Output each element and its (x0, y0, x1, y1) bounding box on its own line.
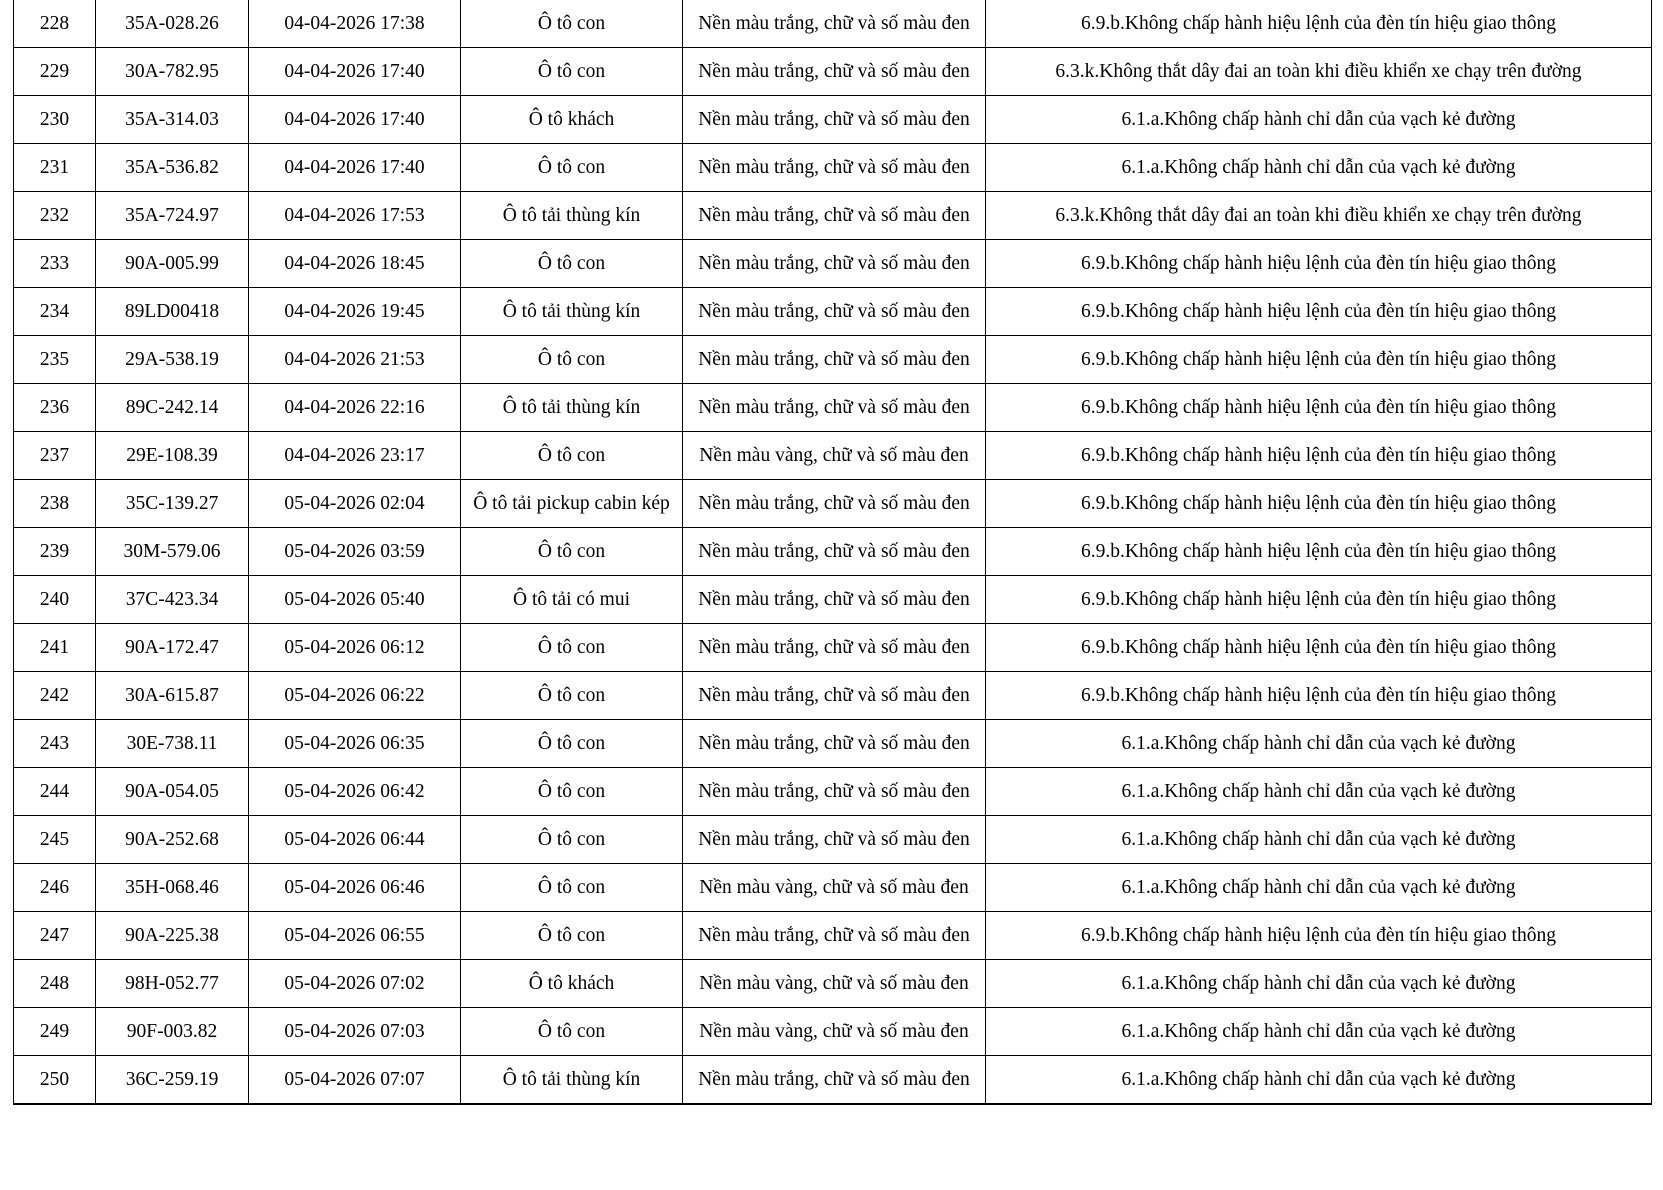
license-plate-cell: 29E-108.39 (96, 432, 249, 480)
license-plate-cell: 90A-054.05 (96, 768, 249, 816)
vehicle-type-cell: Ô tô khách (461, 96, 683, 144)
table-row (14, 288, 1652, 336)
table-row (14, 240, 1652, 288)
violation-time-cell: 05-04-2026 07:07 (249, 1056, 461, 1105)
vehicle-type-cell: Ô tô con (461, 864, 683, 912)
violation-time-cell: 04-04-2026 21:53 (249, 336, 461, 384)
plate-color-cell: Nền màu trắng, chữ và số màu đen (683, 288, 986, 336)
vehicle-type-cell: Ô tô khách (461, 960, 683, 1008)
row-number-cell: 237 (14, 432, 96, 480)
violation-time-cell: 04-04-2026 18:45 (249, 240, 461, 288)
row-number-cell: 249 (14, 1008, 96, 1056)
plate-color-cell: Nền màu trắng, chữ và số màu đen (683, 192, 986, 240)
vehicle-type-cell: Ô tô con (461, 720, 683, 768)
row-number-cell: 238 (14, 480, 96, 528)
license-plate-cell: 30M-579.06 (96, 528, 249, 576)
vehicle-type-cell: Ô tô con (461, 912, 683, 960)
plate-color-cell: Nền màu trắng, chữ và số màu đen (683, 144, 986, 192)
violation-description-cell: 6.9.b.Không chấp hành hiệu lệnh của đèn tín hiệu giao thông (986, 288, 1652, 336)
vehicle-type-cell: Ô tô tải thùng kín (461, 288, 683, 336)
license-plate-cell: 37C-423.34 (96, 576, 249, 624)
violation-time-cell: 04-04-2026 17:40 (249, 144, 461, 192)
violation-description-cell: 6.9.b.Không chấp hành hiệu lệnh của đèn tín hiệu giao thông (986, 336, 1652, 384)
row-number-cell: 228 (14, 0, 96, 48)
table-row (14, 624, 1652, 672)
license-plate-cell: 35A-028.26 (96, 0, 249, 48)
vehicle-type-cell: Ô tô con (461, 144, 683, 192)
table-row (14, 1008, 1652, 1056)
license-plate-cell: 35H-068.46 (96, 864, 249, 912)
violation-time-cell: 04-04-2026 23:17 (249, 432, 461, 480)
row-number-cell: 245 (14, 816, 96, 864)
license-plate-cell: 98H-052.77 (96, 960, 249, 1008)
row-number-cell: 247 (14, 912, 96, 960)
violation-description-cell: 6.1.a.Không chấp hành chỉ dẫn của vạch kẻ đường (986, 864, 1652, 912)
row-number-cell: 231 (14, 144, 96, 192)
plate-color-cell: Nền màu trắng, chữ và số màu đen (683, 672, 986, 720)
row-number-cell: 241 (14, 624, 96, 672)
table-row (14, 0, 1652, 48)
violation-time-cell: 04-04-2026 19:45 (249, 288, 461, 336)
table-row (14, 864, 1652, 912)
violation-time-cell: 05-04-2026 06:35 (249, 720, 461, 768)
violation-description-cell: 6.1.a.Không chấp hành chỉ dẫn của vạch kẻ đường (986, 816, 1652, 864)
license-plate-cell: 35C-139.27 (96, 480, 249, 528)
violation-description-cell: 6.9.b.Không chấp hành hiệu lệnh của đèn tín hiệu giao thông (986, 528, 1652, 576)
violation-description-cell: 6.3.k.Không thắt dây đai an toàn khi điều khiển xe chạy trên đường (986, 48, 1652, 96)
violation-time-cell: 05-04-2026 02:04 (249, 480, 461, 528)
violation-description-cell: 6.1.a.Không chấp hành chỉ dẫn của vạch kẻ đường (986, 1008, 1652, 1056)
vehicle-type-cell: Ô tô con (461, 0, 683, 48)
violation-table-page (13, 0, 1651, 1105)
plate-color-cell: Nền màu trắng, chữ và số màu đen (683, 48, 986, 96)
violation-description-cell: 6.9.b.Không chấp hành hiệu lệnh của đèn tín hiệu giao thông (986, 384, 1652, 432)
violation-table (13, 0, 1652, 1105)
plate-color-cell: Nền màu trắng, chữ và số màu đen (683, 96, 986, 144)
license-plate-cell: 30A-615.87 (96, 672, 249, 720)
row-number-cell: 242 (14, 672, 96, 720)
vehicle-type-cell: Ô tô con (461, 240, 683, 288)
table-row (14, 960, 1652, 1008)
license-plate-cell: 90A-005.99 (96, 240, 249, 288)
violation-time-cell: 05-04-2026 05:40 (249, 576, 461, 624)
violation-description-cell: 6.9.b.Không chấp hành hiệu lệnh của đèn tín hiệu giao thông (986, 240, 1652, 288)
violation-description-cell: 6.3.k.Không thắt dây đai an toàn khi điều khiển xe chạy trên đường (986, 192, 1652, 240)
violation-description-cell: 6.1.a.Không chấp hành chỉ dẫn của vạch kẻ đường (986, 720, 1652, 768)
violation-description-cell: 6.1.a.Không chấp hành chỉ dẫn của vạch kẻ đường (986, 96, 1652, 144)
table-row (14, 576, 1652, 624)
violation-time-cell: 05-04-2026 06:55 (249, 912, 461, 960)
violation-time-cell: 04-04-2026 17:53 (249, 192, 461, 240)
plate-color-cell: Nền màu trắng, chữ và số màu đen (683, 912, 986, 960)
plate-color-cell: Nền màu trắng, chữ và số màu đen (683, 720, 986, 768)
license-plate-cell: 90A-172.47 (96, 624, 249, 672)
row-number-cell: 229 (14, 48, 96, 96)
row-number-cell: 246 (14, 864, 96, 912)
violation-description-cell: 6.9.b.Không chấp hành hiệu lệnh của đèn tín hiệu giao thông (986, 912, 1652, 960)
row-number-cell: 239 (14, 528, 96, 576)
license-plate-cell: 35A-314.03 (96, 96, 249, 144)
table-row (14, 528, 1652, 576)
vehicle-type-cell: Ô tô con (461, 672, 683, 720)
plate-color-cell: Nền màu trắng, chữ và số màu đen (683, 816, 986, 864)
row-number-cell: 244 (14, 768, 96, 816)
row-number-cell: 235 (14, 336, 96, 384)
violation-description-cell: 6.9.b.Không chấp hành hiệu lệnh của đèn tín hiệu giao thông (986, 576, 1652, 624)
license-plate-cell: 36C-259.19 (96, 1056, 249, 1105)
license-plate-cell: 89LD00418 (96, 288, 249, 336)
vehicle-type-cell: Ô tô con (461, 768, 683, 816)
row-number-cell: 230 (14, 96, 96, 144)
violation-time-cell: 05-04-2026 06:46 (249, 864, 461, 912)
table-row (14, 432, 1652, 480)
table-row (14, 816, 1652, 864)
plate-color-cell: Nền màu trắng, chữ và số màu đen (683, 336, 986, 384)
table-row (14, 912, 1652, 960)
row-number-cell: 232 (14, 192, 96, 240)
violation-table-body (14, 0, 1652, 1104)
table-row (14, 192, 1652, 240)
violation-time-cell: 04-04-2026 17:40 (249, 48, 461, 96)
violation-time-cell: 05-04-2026 06:22 (249, 672, 461, 720)
license-plate-cell: 90A-225.38 (96, 912, 249, 960)
vehicle-type-cell: Ô tô tải thùng kín (461, 384, 683, 432)
table-row (14, 672, 1652, 720)
license-plate-cell: 29A-538.19 (96, 336, 249, 384)
table-row (14, 384, 1652, 432)
table-row (14, 720, 1652, 768)
license-plate-cell: 30A-782.95 (96, 48, 249, 96)
row-number-cell: 234 (14, 288, 96, 336)
license-plate-cell: 35A-724.97 (96, 192, 249, 240)
plate-color-cell: Nền màu trắng, chữ và số màu đen (683, 576, 986, 624)
license-plate-cell: 35A-536.82 (96, 144, 249, 192)
plate-color-cell: Nền màu trắng, chữ và số màu đen (683, 528, 986, 576)
violation-time-cell: 05-04-2026 06:42 (249, 768, 461, 816)
violation-time-cell: 05-04-2026 06:44 (249, 816, 461, 864)
vehicle-type-cell: Ô tô tải thùng kín (461, 1056, 683, 1105)
plate-color-cell: Nền màu trắng, chữ và số màu đen (683, 384, 986, 432)
violation-time-cell: 05-04-2026 06:12 (249, 624, 461, 672)
vehicle-type-cell: Ô tô con (461, 48, 683, 96)
vehicle-type-cell: Ô tô con (461, 1008, 683, 1056)
row-number-cell: 233 (14, 240, 96, 288)
violation-description-cell: 6.9.b.Không chấp hành hiệu lệnh của đèn tín hiệu giao thông (986, 480, 1652, 528)
vehicle-type-cell: Ô tô tải pickup cabin kép (461, 480, 683, 528)
violation-description-cell: 6.1.a.Không chấp hành chỉ dẫn của vạch kẻ đường (986, 960, 1652, 1008)
violation-time-cell: 05-04-2026 07:02 (249, 960, 461, 1008)
license-plate-cell: 90F-003.82 (96, 1008, 249, 1056)
table-row (14, 480, 1652, 528)
violation-description-cell: 6.1.a.Không chấp hành chỉ dẫn của vạch kẻ đường (986, 144, 1652, 192)
license-plate-cell: 90A-252.68 (96, 816, 249, 864)
violation-time-cell: 04-04-2026 22:16 (249, 384, 461, 432)
violation-description-cell: 6.9.b.Không chấp hành hiệu lệnh của đèn tín hiệu giao thông (986, 672, 1652, 720)
plate-color-cell: Nền màu trắng, chữ và số màu đen (683, 480, 986, 528)
row-number-cell: 236 (14, 384, 96, 432)
table-row (14, 144, 1652, 192)
table-row (14, 768, 1652, 816)
plate-color-cell: Nền màu trắng, chữ và số màu đen (683, 0, 986, 48)
plate-color-cell: Nền màu trắng, chữ và số màu đen (683, 768, 986, 816)
vehicle-type-cell: Ô tô con (461, 336, 683, 384)
license-plate-cell: 30E-738.11 (96, 720, 249, 768)
vehicle-type-cell: Ô tô tải thùng kín (461, 192, 683, 240)
violation-description-cell: 6.9.b.Không chấp hành hiệu lệnh của đèn tín hiệu giao thông (986, 624, 1652, 672)
violation-time-cell: 05-04-2026 07:03 (249, 1008, 461, 1056)
table-row (14, 48, 1652, 96)
plate-color-cell: Nền màu trắng, chữ và số màu đen (683, 1056, 986, 1105)
vehicle-type-cell: Ô tô tải có mui (461, 576, 683, 624)
violation-time-cell: 05-04-2026 03:59 (249, 528, 461, 576)
plate-color-cell: Nền màu trắng, chữ và số màu đen (683, 624, 986, 672)
violation-description-cell: 6.1.a.Không chấp hành chỉ dẫn của vạch kẻ đường (986, 1056, 1652, 1105)
vehicle-type-cell: Ô tô con (461, 816, 683, 864)
row-number-cell: 248 (14, 960, 96, 1008)
violation-description-cell: 6.1.a.Không chấp hành chỉ dẫn của vạch kẻ đường (986, 768, 1652, 816)
vehicle-type-cell: Ô tô con (461, 624, 683, 672)
violation-description-cell: 6.9.b.Không chấp hành hiệu lệnh của đèn tín hiệu giao thông (986, 0, 1652, 48)
table-row (14, 336, 1652, 384)
plate-color-cell: Nền màu vàng, chữ và số màu đen (683, 960, 986, 1008)
violation-time-cell: 04-04-2026 17:38 (249, 0, 461, 48)
plate-color-cell: Nền màu vàng, chữ và số màu đen (683, 864, 986, 912)
plate-color-cell: Nền màu trắng, chữ và số màu đen (683, 240, 986, 288)
license-plate-cell: 89C-242.14 (96, 384, 249, 432)
row-number-cell: 250 (14, 1056, 96, 1105)
plate-color-cell: Nền màu vàng, chữ và số màu đen (683, 1008, 986, 1056)
plate-color-cell: Nền màu vàng, chữ và số màu đen (683, 432, 986, 480)
table-row (14, 1056, 1652, 1105)
vehicle-type-cell: Ô tô con (461, 528, 683, 576)
table-row (14, 96, 1652, 144)
vehicle-type-cell: Ô tô con (461, 432, 683, 480)
violation-description-cell: 6.9.b.Không chấp hành hiệu lệnh của đèn tín hiệu giao thông (986, 432, 1652, 480)
row-number-cell: 240 (14, 576, 96, 624)
row-number-cell: 243 (14, 720, 96, 768)
violation-time-cell: 04-04-2026 17:40 (249, 96, 461, 144)
